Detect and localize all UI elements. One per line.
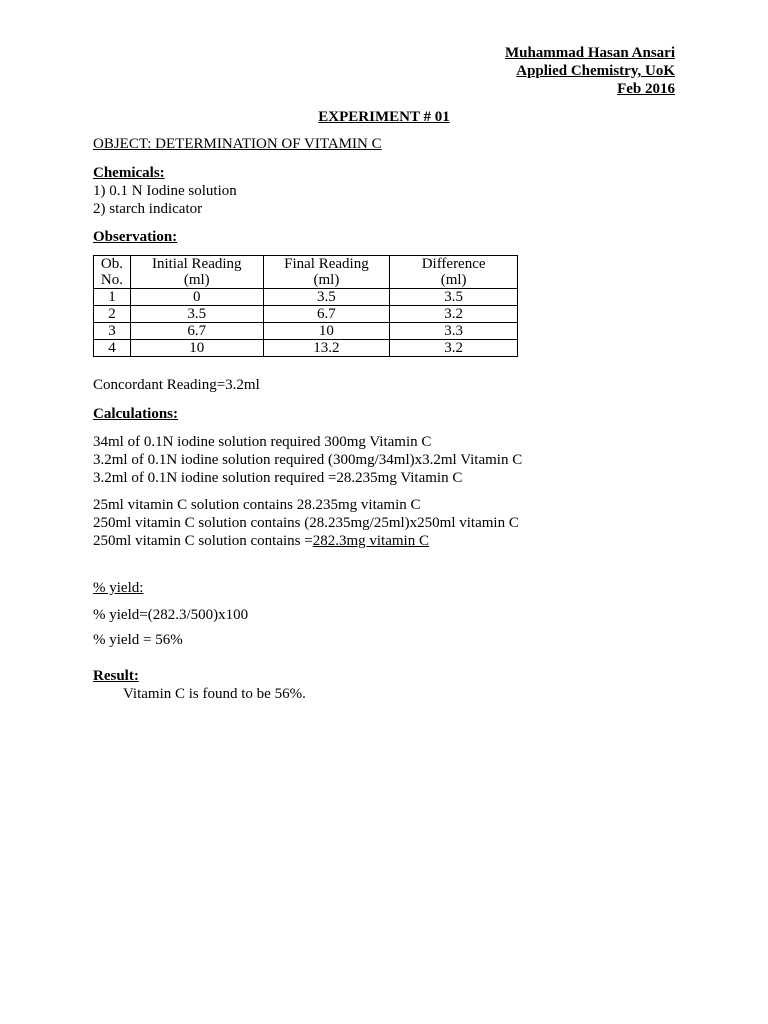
- chemicals-section: [93, 164, 237, 218]
- table-cell: 3.5: [263, 289, 390, 306]
- table-cell: 3.5: [130, 306, 263, 323]
- calculation-line: 3.2ml of 0.1N iodine solution required =28.235mg Vitamin C: [93, 470, 463, 486]
- table-cell: 6.7: [130, 323, 263, 340]
- result-text: Vitamin C is found to be 56%.: [123, 686, 306, 702]
- table-cell: 3.5: [390, 289, 518, 306]
- table-cell: 10: [263, 323, 390, 340]
- table-cell: 0: [130, 289, 263, 306]
- object-line: OBJECT: DETERMINATION OF VITAMIN C: [93, 136, 382, 152]
- calculations-heading: Calculations:: [93, 406, 179, 422]
- calculation-group-1: [93, 433, 522, 487]
- author-name: Muhammad Hasan Ansari: [504, 45, 675, 61]
- table-cell: 2: [94, 306, 131, 323]
- column-header: Ob. No.: [94, 256, 131, 289]
- calculation-line: 250ml vitamin C solution contains (28.235mg/25ml)x250ml vitamin C: [93, 515, 519, 531]
- table-row: [94, 289, 518, 306]
- result-heading: Result:: [93, 668, 139, 684]
- table-row: [94, 340, 518, 357]
- calculation-line: 3.2ml of 0.1N iodine solution required (300mg/34ml)x3.2ml Vitamin C: [93, 452, 523, 468]
- table-cell: 4: [94, 340, 131, 357]
- concordant-reading: Concordant Reading=3.2ml: [93, 377, 260, 393]
- calculation-final-line: 250ml vitamin C solution contains =282.3mg vitamin C: [93, 533, 429, 549]
- column-header: Final Reading (ml): [263, 256, 390, 289]
- chemical-item: 1) 0.1 N Iodine solution: [93, 183, 237, 199]
- chemical-item: 2) starch indicator: [93, 201, 203, 217]
- author-header: [505, 44, 675, 98]
- table-cell: 13.2: [263, 340, 390, 357]
- yield-heading: % yield:: [93, 580, 144, 596]
- table-cell: 3.2: [390, 306, 518, 323]
- document-date: Feb 2016: [617, 81, 675, 97]
- table-cell: 3: [94, 323, 131, 340]
- table-cell: 3.3: [390, 323, 518, 340]
- observation-table: [93, 255, 518, 357]
- calculation-group-2: [93, 496, 519, 550]
- column-header: Initial Reading (ml): [130, 256, 263, 289]
- calculation-line: 25ml vitamin C solution contains 28.235mg vitamin C: [93, 497, 421, 513]
- final-amount: 282.3mg vitamin C: [312, 533, 429, 549]
- chemicals-heading: Chemicals:: [93, 165, 165, 181]
- table-row: [94, 323, 518, 340]
- calculation-line: 34ml of 0.1N iodine solution required 300mg Vitamin C: [93, 434, 432, 450]
- yield-formula: % yield=(282.3/500)x100: [93, 607, 249, 623]
- table-cell: 1: [94, 289, 131, 306]
- observation-heading: Observation:: [93, 229, 178, 245]
- table-cell: 10: [130, 340, 263, 357]
- table-header-row: [94, 256, 518, 289]
- table-cell: 3.2: [390, 340, 518, 357]
- yield-value: % yield = 56%: [93, 632, 183, 648]
- table-cell: 6.7: [263, 306, 390, 323]
- author-department: Applied Chemistry, UoK: [516, 63, 675, 79]
- experiment-title: EXPERIMENT # 01: [318, 109, 450, 125]
- table-row: [94, 306, 518, 323]
- column-header: Difference (ml): [390, 256, 518, 289]
